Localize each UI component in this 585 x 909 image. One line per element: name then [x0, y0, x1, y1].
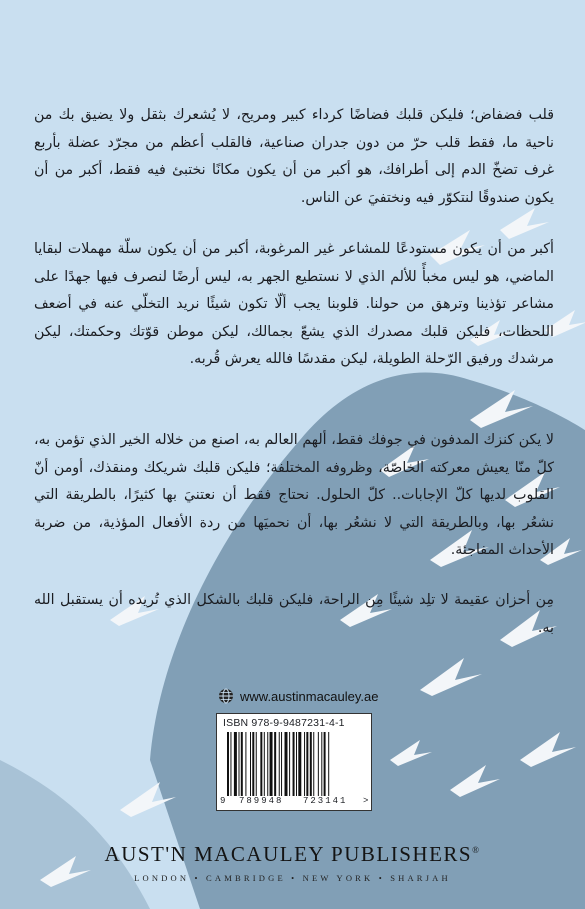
barcode-bar	[279, 732, 280, 796]
publisher-logo	[0, 842, 585, 867]
barcode-bar	[252, 732, 254, 796]
publisher-cities: LONDON • CAMBRIDGE • NEW YORK • SHARJAH	[134, 873, 451, 883]
barcode-bar	[318, 732, 319, 796]
paragraph-1: قلب فضفاض؛ فليكن قلبك فضاضًا كرداء كبير ومريح، لا يُشعرك بثقل ولا يضيق بك من ناحية ما، فقط قلب حرّ من دون جدران صناعية، فالقلب أعظم من مجرّد عضلة بأربع غرف تضخّ الدم إلى أطرافك، هو أكبر من أن يكون مكانًا نختبئ فيه فقط، أكبر من أن يكون صندوقًا لنتكوّر فيه ونختفيَ عن الناس.	[34, 107, 554, 206]
barcode-bar	[241, 732, 243, 796]
barcode-bar	[321, 732, 322, 796]
barcode-bar	[234, 732, 237, 796]
barcode-bar	[324, 732, 326, 796]
barcode-bar	[274, 732, 276, 796]
barcode-bar	[313, 732, 314, 796]
barcode-bar	[306, 732, 308, 796]
barcode-left-group: 789948	[239, 796, 284, 806]
website-url[interactable]: www.austinmacauley.ae	[240, 688, 379, 704]
publisher-website[interactable]	[218, 688, 379, 704]
barcode-bar	[281, 732, 282, 796]
barcode-bar	[289, 732, 290, 796]
barcode-digits	[217, 796, 373, 808]
barcode-bar	[296, 732, 297, 796]
barcode-bar	[250, 732, 251, 796]
barcode-bar	[267, 732, 268, 796]
barcode-bar	[256, 732, 257, 796]
barcode-first-digit: 9	[220, 796, 226, 806]
barcode-bar	[270, 732, 273, 796]
barcode-bar	[293, 732, 295, 796]
barcode-bar	[264, 732, 265, 796]
barcode-bar	[304, 732, 305, 796]
barcode-bar	[230, 732, 231, 796]
barcode-bar	[227, 732, 229, 796]
paragraph-2: أكبر من أن يكون مستودعًا للمشاعر غير المرغوبة، أكبر من أن يكون سلّة مهملات لبقايا الماضي، هو ليس مخبأً للألم الذي لا نستطيع الجهر به، ليس أرضًا لنصرف فيها جهدًا على مشاعر تؤذينا وترهق من حولنا. قلوبنا يجب ألّا تكون شيئًا نريد التخلّي عنه في أضعف اللحظات، فليكن قلبك مصدرك الذي يشعّ بجمالك، ليكن موطن قوّتك وحكمتك، ليكن مرشدك ورفيق الرّحلة الطويلة، ليكن مقدسًا فالله يعرش قُربه.	[34, 241, 554, 367]
isbn-barcode	[216, 713, 372, 811]
barcode-bar	[245, 732, 246, 796]
barcode-marker: >	[363, 796, 369, 806]
globe-icon	[218, 688, 234, 704]
barcode-right-group: 723141	[303, 796, 348, 806]
barcode-bar	[298, 732, 301, 796]
barcode-bars	[227, 732, 365, 796]
barcode-bar	[285, 732, 288, 796]
barcode-bar	[239, 732, 240, 796]
isbn-number: ISBN 978-9-9487231-4-1	[223, 717, 345, 729]
barcode-bar	[328, 732, 329, 796]
publisher-name: AUST'N MACAULEY PUBLISHERS	[104, 842, 473, 866]
paragraph-3: لا يكن كنزك المدفون في جوفك فقط، ألهم العالم به، اصنع من خلاله الخير الذي تؤمن به، كلّ منّا يعيش معركته الخاصّة، وظروفه المختلفة؛ فليكن قلبك شريكك ومنقذك، أومن أنّ القلوب لديها كلّ الإجابات.. كلّ الحلول. نحتاج فقط أن نعتنيَ بها كثيرًا، بالطريقة التي نشعُر بها، وبالطريقة التي لا نشعُر بها، أن نحميَها من ردة الأفعال المؤذية، من ضربة الأحداث المفاجئة.	[34, 432, 554, 558]
barcode-bar	[310, 732, 312, 796]
barcode-bar	[260, 732, 262, 796]
paragraph-4: مِن أحزان عقيمة لا تلِد شيئًا مِن الراحة، فليكن قلبك بالشكل الذي تُريده أن يستقبل الله به.	[34, 592, 554, 636]
registered-mark: ®	[472, 845, 481, 855]
